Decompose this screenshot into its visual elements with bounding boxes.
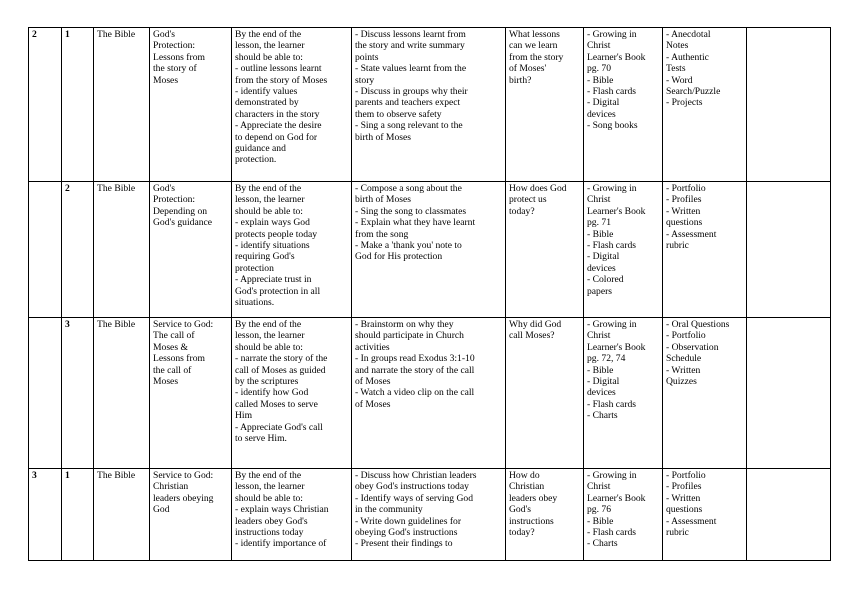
inquiry-question-line: today? <box>509 527 535 539</box>
learning-resources-line: - Digital <box>587 376 620 388</box>
learning-experiences-line: - Brainstorm on why they <box>355 319 454 330</box>
lesson-cell: 3 <box>62 318 94 469</box>
sub-strand-line: Protection: <box>153 194 196 206</box>
learning-resources-line: - Digital <box>587 251 620 263</box>
learning-outcomes-line: protection. <box>235 154 277 166</box>
inquiry-question-line: from the story <box>509 51 564 63</box>
learning-outcomes-line: should be able to: <box>235 492 303 504</box>
learning-resources-line: - Bible <box>587 74 614 86</box>
learning-outcomes-line: protection <box>235 262 274 274</box>
learning-outcomes-line: leaders obey God's <box>235 515 308 527</box>
learning-resources-line: - Growing in <box>587 470 637 481</box>
table-row <box>29 469 831 561</box>
sub-strand-line: God's guidance <box>153 217 213 229</box>
learning-outcomes-line: - outline lessons learnt <box>235 63 322 75</box>
learning-resources-line: - Growing in <box>587 183 637 194</box>
learning-experiences-line: - Sing a song relevant to the <box>355 120 463 132</box>
sub-strand-line: Moses <box>153 74 179 86</box>
sub-strand-cell <box>150 182 232 318</box>
strand-cell: The Bible <box>94 182 150 318</box>
learning-resources-line: - Growing in <box>587 29 637 40</box>
learning-experiences-line: birth of Moses <box>355 131 411 143</box>
learning-outcomes-line: instructions today <box>235 527 304 539</box>
assessment-line: - Written <box>666 205 701 217</box>
learning-resources-line: Christ <box>587 40 611 52</box>
learning-experiences-line: - Make a 'thank you' note to <box>355 240 462 252</box>
learning-experiences-line: them to observe safety <box>355 108 442 120</box>
learning-experiences-line: of Moses <box>355 376 391 388</box>
inquiry-question-line: Why did God <box>509 319 562 330</box>
assessment-line: - Written <box>666 364 701 376</box>
learning-experiences-line: and narrate the story of the call <box>355 364 475 376</box>
learning-outcomes-line: by the scriptures <box>235 376 299 388</box>
learning-resources-line: - Bible <box>587 515 614 527</box>
assessment-line: Quizzes <box>666 376 697 388</box>
learning-experiences-cell <box>352 28 506 182</box>
learning-experiences-line: activities <box>355 341 390 353</box>
sub-strand-line: God's <box>153 183 175 194</box>
assessment-line: questions <box>666 217 703 229</box>
learning-outcomes-line: - identify importance of <box>235 538 327 550</box>
learning-resources-cell <box>584 28 663 182</box>
learning-resources-line: - Bible <box>587 228 614 240</box>
learning-experiences-line: - Explain what they have learnt <box>355 217 476 229</box>
assessment-line: questions <box>666 504 703 516</box>
learning-outcomes-line: - Appreciate God's call <box>235 421 323 433</box>
assessment-line: - Portfolio <box>666 330 706 342</box>
inquiry-question-line: Christian <box>509 481 545 493</box>
assessment-line: - Anecdotal <box>666 29 711 40</box>
learning-outcomes-line: guidance and <box>235 143 286 155</box>
learning-experiences-line: - State values learnt from the <box>355 63 467 75</box>
inquiry-question-line: of Moses' <box>509 63 547 75</box>
sub-strand-cell <box>150 318 232 469</box>
inquiry-question-line: protect us <box>509 194 547 206</box>
learning-experiences-line: - Discuss how Christian leaders <box>355 470 477 481</box>
learning-experiences-line: - Discuss in groups why their <box>355 86 468 98</box>
learning-outcomes-line: - narrate the story of the <box>235 353 328 365</box>
learning-experiences-line: parents and teachers expect <box>355 97 461 109</box>
learning-resources-cell <box>584 318 663 469</box>
learning-experiences-cell <box>352 469 506 561</box>
assessment-line: - Oral Questions <box>666 319 730 330</box>
learning-experiences-line: birth of Moses <box>355 194 411 206</box>
assessment-line: - Portfolio <box>666 470 706 481</box>
learning-experiences-line: points <box>355 51 379 63</box>
learning-experiences-line: story <box>355 74 375 86</box>
sub-strand-line: God <box>153 504 170 516</box>
inquiry-question-line: How do <box>509 470 540 481</box>
assessment-cell <box>663 318 747 469</box>
learning-outcomes-line: should be able to: <box>235 341 303 353</box>
learning-outcomes-line: protects people today <box>235 228 318 240</box>
assessment-line: - Profiles <box>666 481 702 493</box>
learning-experiences-line: - Discuss lessons learnt from <box>355 29 466 40</box>
learning-resources-line: - Charts <box>587 538 618 550</box>
learning-experiences-line: - Watch a video clip on the call <box>355 387 475 399</box>
learning-experiences-line: - Write down guidelines for <box>355 515 462 527</box>
remarks-cell <box>747 469 831 561</box>
learning-resources-line: Learner's Book <box>587 492 646 504</box>
assessment-line: - Written <box>666 492 701 504</box>
assessment-cell <box>663 28 747 182</box>
learning-experiences-line: God for His protection <box>355 251 443 263</box>
learning-outcomes-line: characters in the story <box>235 108 320 120</box>
assessment-line: - Portfolio <box>666 183 706 194</box>
learning-outcomes-line: - Appreciate the desire <box>235 120 322 132</box>
learning-resources-line: - Song books <box>587 120 638 132</box>
learning-experiences-line: - Sing the song to classmates <box>355 205 467 217</box>
learning-experiences-line: from the song <box>355 228 409 240</box>
inquiry-question-line: What lessons <box>509 29 560 40</box>
learning-resources-line: - Bible <box>587 364 614 376</box>
learning-outcomes-line: should be able to: <box>235 51 303 63</box>
learning-resources-line: papers <box>587 285 613 297</box>
inquiry-question-cell <box>506 469 584 561</box>
learning-resources-line: - Digital <box>587 97 620 109</box>
learning-resources-line: - Flash cards <box>587 527 637 539</box>
remarks-cell <box>747 318 831 469</box>
learning-outcomes-line: - explain ways Christian <box>235 504 329 516</box>
strand-cell: The Bible <box>94 318 150 469</box>
assessment-line: Notes <box>666 40 689 52</box>
week-cell: 2 <box>29 28 62 182</box>
assessment-line: - Assessment <box>666 515 717 527</box>
learning-experiences-line: obey God's instructions today <box>355 481 469 493</box>
sub-strand-line: Protection: <box>153 40 196 52</box>
learning-outcomes-cell <box>232 28 352 182</box>
learning-outcomes-line: By the end of the <box>235 183 302 194</box>
learning-outcomes-line: requiring God's <box>235 251 295 263</box>
sub-strand-line: God's <box>153 29 175 40</box>
learning-outcomes-line: should be able to: <box>235 205 303 217</box>
learning-outcomes-line: By the end of the <box>235 319 302 330</box>
learning-outcomes-line: By the end of the <box>235 470 302 481</box>
sub-strand-line: the story of <box>153 63 197 75</box>
inquiry-question-cell <box>506 182 584 318</box>
assessment-line: Search/Puzzle <box>666 86 721 98</box>
sub-strand-line: Depending on <box>153 205 208 217</box>
sub-strand-line: Lessons from <box>153 51 205 63</box>
lesson-cell: 1 <box>62 469 94 561</box>
learning-outcomes-line: to depend on God for <box>235 131 318 143</box>
learning-experiences-cell <box>352 318 506 469</box>
sub-strand-cell <box>150 469 232 561</box>
learning-experiences-line: in the community <box>355 504 423 516</box>
learning-outcomes-line: lesson, the learner <box>235 330 305 342</box>
learning-experiences-line: - Compose a song about the <box>355 183 462 194</box>
learning-resources-line: devices <box>587 262 616 274</box>
learning-resources-cell <box>584 182 663 318</box>
learning-resources-line: Learner's Book <box>587 205 646 217</box>
learning-experiences-line: the story and write summary <box>355 40 465 52</box>
learning-outcomes-line: called Moses to serve <box>235 398 318 410</box>
learning-outcomes-line: lesson, the learner <box>235 40 305 52</box>
learning-resources-line: devices <box>587 387 616 399</box>
learning-experiences-line: - In groups read Exodus 3:1-10 <box>355 353 475 365</box>
sub-strand-line: Lessons from <box>153 353 205 365</box>
learning-experiences-cell <box>352 182 506 318</box>
assessment-line: - Word <box>666 74 693 86</box>
learning-resources-line: Christ <box>587 481 611 493</box>
assessment-cell <box>663 182 747 318</box>
learning-resources-line: devices <box>587 108 616 120</box>
inquiry-question-line: God's <box>509 504 531 516</box>
learning-outcomes-line: call of Moses as guided <box>235 364 326 376</box>
learning-experiences-line: should participate in Church <box>355 330 464 342</box>
learning-outcomes-line: situations. <box>235 297 275 309</box>
learning-outcomes-line: By the end of the <box>235 29 302 40</box>
sub-strand-line: The call of <box>153 330 195 342</box>
learning-outcomes-line: demonstrated by <box>235 97 299 109</box>
learning-outcomes-cell <box>232 469 352 561</box>
assessment-line: Tests <box>666 63 686 75</box>
inquiry-question-line: today? <box>509 205 535 217</box>
table-row <box>29 318 831 469</box>
learning-resources-line: Learner's Book <box>587 51 646 63</box>
learning-outcomes-line: lesson, the learner <box>235 194 305 206</box>
sub-strand-cell <box>150 28 232 182</box>
assessment-line: - Projects <box>666 97 703 109</box>
learning-resources-line: - Flash cards <box>587 86 637 98</box>
week-cell: 3 <box>29 469 62 561</box>
sub-strand-line: leaders obeying <box>153 492 214 504</box>
week-cell <box>29 182 62 318</box>
inquiry-question-cell <box>506 318 584 469</box>
learning-experiences-line: - Present their findings to <box>355 538 453 550</box>
table-body <box>29 28 831 561</box>
strand-cell: The Bible <box>94 469 150 561</box>
assessment-line: rubric <box>666 240 689 252</box>
table-row <box>29 28 831 182</box>
learning-outcomes-line: God's protection in all <box>235 285 321 297</box>
learning-resources-line: pg. 76 <box>587 504 611 516</box>
learning-outcomes-line: Him <box>235 410 253 422</box>
inquiry-question-line: can we learn <box>509 40 558 52</box>
sub-strand-line: Moses <box>153 376 179 388</box>
lesson-cell: 2 <box>62 182 94 318</box>
assessment-line: - Authentic <box>666 51 709 63</box>
assessment-line: rubric <box>666 527 689 539</box>
learning-outcomes-cell <box>232 182 352 318</box>
learning-resources-line: pg. 70 <box>587 63 611 75</box>
learning-resources-line: - Growing in <box>587 319 637 330</box>
learning-outcomes-line: - identify situations <box>235 240 310 252</box>
remarks-cell <box>747 28 831 182</box>
strand-cell: The Bible <box>94 28 150 182</box>
assessment-cell <box>663 469 747 561</box>
week-cell <box>29 318 62 469</box>
learning-experiences-line: obeying God's instructions <box>355 527 458 539</box>
remarks-cell <box>747 182 831 318</box>
learning-outcomes-line: from the story of Moses <box>235 74 328 86</box>
learning-outcomes-line: to serve Him. <box>235 433 287 445</box>
learning-resources-line: - Colored <box>587 274 624 286</box>
learning-resources-line: pg. 72, 74 <box>587 353 626 365</box>
assessment-line: - Assessment <box>666 228 717 240</box>
sub-strand-line: Christian <box>153 481 189 493</box>
learning-resources-line: pg. 71 <box>587 217 611 229</box>
lesson-cell: 1 <box>62 28 94 182</box>
learning-outcomes-line: - Appreciate trust in <box>235 274 312 286</box>
learning-outcomes-line: - identify how God <box>235 387 309 399</box>
inquiry-question-line: instructions <box>509 515 554 527</box>
learning-outcomes-line: lesson, the learner <box>235 481 305 493</box>
learning-experiences-line: - Identify ways of serving God <box>355 492 474 504</box>
assessment-line: - Profiles <box>666 194 702 206</box>
learning-resources-line: - Flash cards <box>587 398 637 410</box>
inquiry-question-line: birth? <box>509 74 532 86</box>
learning-outcomes-cell <box>232 318 352 469</box>
sub-strand-line: Moses & <box>153 341 188 353</box>
learning-resources-line: Christ <box>587 194 611 206</box>
assessment-line: Schedule <box>666 353 702 365</box>
learning-outcomes-line: - explain ways God <box>235 217 310 229</box>
assessment-line: - Observation <box>666 341 719 353</box>
sub-strand-line: the call of <box>153 364 192 376</box>
learning-experiences-line: of Moses <box>355 398 391 410</box>
table-row <box>29 182 831 318</box>
learning-resources-line: Learner's Book <box>587 341 646 353</box>
learning-resources-line: - Flash cards <box>587 240 637 252</box>
learning-resources-cell <box>584 469 663 561</box>
inquiry-question-line: call Moses? <box>509 330 555 342</box>
scheme-of-work-table <box>28 27 831 561</box>
learning-outcomes-line: - identify values <box>235 86 298 98</box>
inquiry-question-line: How does God <box>509 183 567 194</box>
learning-resources-line: Christ <box>587 330 611 342</box>
inquiry-question-line: leaders obey <box>509 492 558 504</box>
inquiry-question-cell <box>506 28 584 182</box>
learning-resources-line: - Charts <box>587 410 618 422</box>
sub-strand-line: Service to God: <box>153 319 214 330</box>
sub-strand-line: Service to God: <box>153 470 214 481</box>
